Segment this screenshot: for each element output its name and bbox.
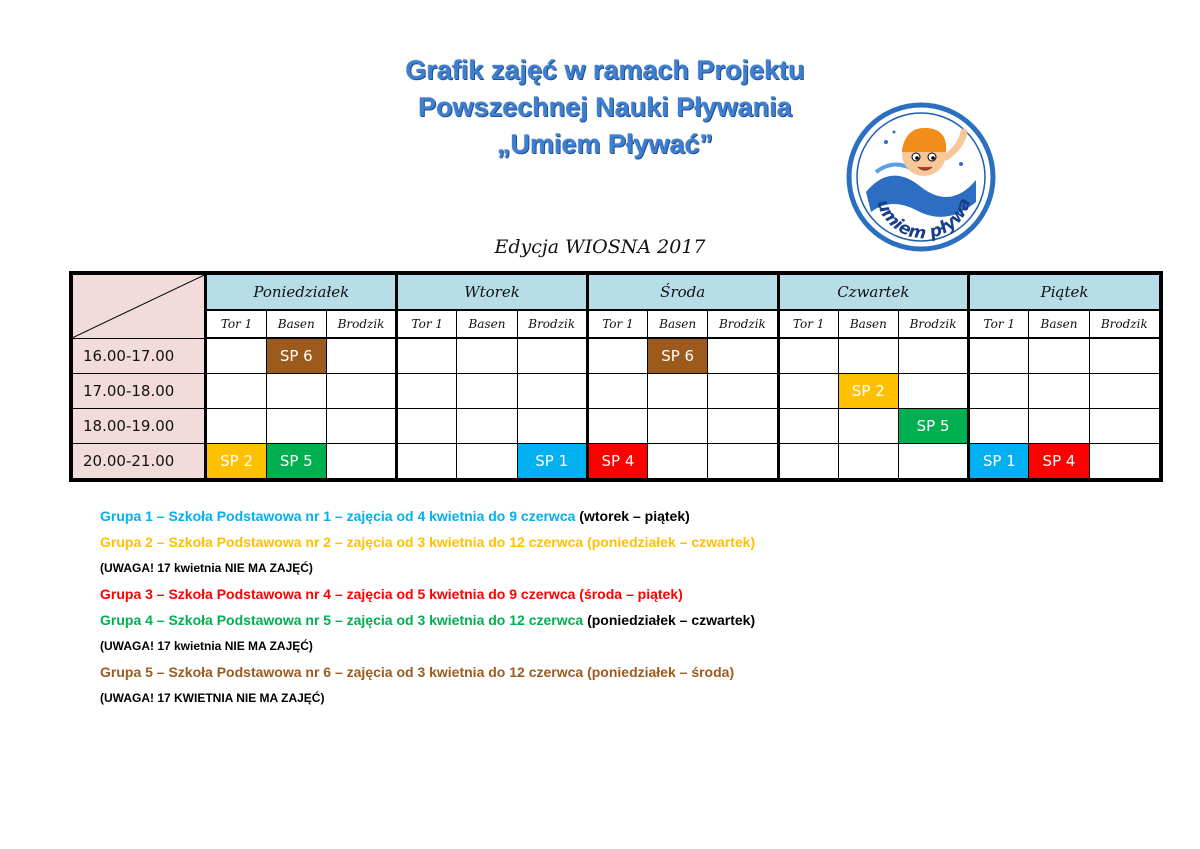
legend-text: (wtorek – piątek): [579, 508, 690, 524]
empty-cell: [778, 409, 838, 444]
empty-cell: [898, 374, 968, 409]
empty-cell: [1089, 338, 1159, 374]
empty-cell: [326, 409, 396, 444]
empty-cell: [1089, 444, 1159, 479]
table-row: [73, 374, 1160, 409]
empty-cell: [1089, 374, 1159, 409]
day-header: Środa: [587, 275, 778, 311]
legend-text: (UWAGA! 17 KWIETNIA NIE MA ZAJĘĆ): [100, 691, 325, 705]
group-cell: SP 2: [838, 374, 898, 409]
day-header: Czwartek: [778, 275, 969, 311]
empty-cell: [969, 338, 1029, 374]
time-slot: 17.00-18.00: [73, 374, 206, 409]
sub-column-header: Tor 1: [969, 310, 1029, 338]
legend-text: Grupa 5 – Szkoła Podstawowa nr 6 – zajęcia od 3 kwietnia do 12 czerwca (poniedziałek – środa): [100, 664, 735, 680]
sub-column-header: Brodzik: [517, 310, 587, 338]
empty-cell: [587, 409, 647, 444]
empty-cell: [1029, 409, 1089, 444]
legend-note: [100, 688, 1000, 714]
schedule-table: [69, 271, 1163, 482]
legend-text: (UWAGA! 17 kwietnia NIE MA ZAJĘĆ): [100, 561, 313, 575]
empty-cell: [517, 338, 587, 374]
empty-cell: [397, 338, 457, 374]
title-line-1: Grafik zajęć w ramach Projektu: [405, 55, 805, 85]
sub-column-header: Tor 1: [587, 310, 647, 338]
legend-text: Grupa 2 – Szkoła Podstawowa nr 2 – zajęcia od 3 kwietnia do 12 czerwca (poniedziałek – czwartek): [100, 534, 756, 550]
empty-cell: [397, 409, 457, 444]
group-cell: SP 1: [969, 444, 1029, 479]
edition-label: Edycja WIOSNA 2017: [494, 236, 706, 258]
empty-cell: [326, 444, 396, 479]
empty-cell: [708, 338, 778, 374]
sub-column-header: Tor 1: [778, 310, 838, 338]
sub-column-header: Basen: [838, 310, 898, 338]
day-header: Poniedziałek: [206, 275, 397, 311]
group-cell: SP 6: [266, 338, 326, 374]
title-line-2: Powszechnej Nauki Pływania: [418, 92, 792, 122]
empty-cell: [1089, 409, 1159, 444]
empty-cell: [648, 409, 708, 444]
sub-column-header: Basen: [266, 310, 326, 338]
empty-cell: [1029, 374, 1089, 409]
sub-column-header: Basen: [1029, 310, 1089, 338]
empty-cell: [898, 444, 968, 479]
empty-cell: [266, 374, 326, 409]
empty-cell: [778, 338, 838, 374]
legend-note: [100, 558, 1000, 584]
legend-entry: [100, 532, 1000, 558]
legend-entry: [100, 584, 1000, 610]
group-cell: SP 6: [648, 338, 708, 374]
empty-cell: [778, 374, 838, 409]
empty-cell: [778, 444, 838, 479]
table-row: [73, 338, 1160, 374]
empty-cell: [457, 374, 517, 409]
legend-entry: [100, 610, 1000, 636]
legend-entry: [100, 662, 1000, 688]
empty-cell: [587, 374, 647, 409]
legend-text: (UWAGA! 17 kwietnia NIE MA ZAJĘĆ): [100, 639, 313, 653]
empty-cell: [517, 374, 587, 409]
sub-column-header: Brodzik: [708, 310, 778, 338]
empty-cell: [397, 444, 457, 479]
empty-cell: [587, 338, 647, 374]
empty-cell: [457, 409, 517, 444]
group-cell: SP 4: [1029, 444, 1089, 479]
empty-cell: [206, 374, 266, 409]
legend: [100, 506, 1000, 714]
group-cell: SP 5: [898, 409, 968, 444]
legend-text: Grupa 1 – Szkoła Podstawowa nr 1 – zajęcia od 4 kwietnia do 9 czerwca: [100, 508, 580, 524]
group-cell: SP 1: [517, 444, 587, 479]
empty-cell: [898, 338, 968, 374]
group-cell: SP 2: [206, 444, 266, 479]
group-cell: SP 4: [587, 444, 647, 479]
swimmer-logo-icon: [846, 102, 996, 252]
empty-cell: [838, 444, 898, 479]
empty-cell: [838, 409, 898, 444]
sub-column-header: Brodzik: [898, 310, 968, 338]
time-slot: 20.00-21.00: [73, 444, 206, 479]
empty-cell: [1029, 338, 1089, 374]
sub-column-header: Basen: [457, 310, 517, 338]
sub-column-header: Brodzik: [326, 310, 396, 338]
empty-cell: [708, 374, 778, 409]
sub-column-header: Tor 1: [206, 310, 266, 338]
day-header: Wtorek: [397, 275, 588, 311]
time-slot: 16.00-17.00: [73, 338, 206, 374]
table-row: [73, 444, 1160, 479]
time-slot: 18.00-19.00: [73, 409, 206, 444]
sub-column-header: Brodzik: [1089, 310, 1159, 338]
legend-text: (poniedziałek – czwartek): [587, 612, 756, 628]
empty-cell: [326, 338, 396, 374]
page-title: [300, 52, 910, 163]
empty-cell: [266, 409, 326, 444]
empty-cell: [397, 374, 457, 409]
empty-cell: [457, 444, 517, 479]
corner-cell: [73, 275, 206, 339]
table-row: [73, 409, 1160, 444]
day-header: Piątek: [969, 275, 1160, 311]
empty-cell: [326, 374, 396, 409]
svg-text:umiem pływać: umiem pływa: [872, 195, 976, 244]
empty-cell: [708, 444, 778, 479]
sub-column-header: Tor 1: [397, 310, 457, 338]
empty-cell: [648, 374, 708, 409]
legend-entry: [100, 506, 1000, 532]
empty-cell: [457, 338, 517, 374]
legend-text: Grupa 3 – Szkoła Podstawowa nr 4 – zajęcia od 5 kwietnia do 9 czerwca (środa – piątek): [100, 586, 683, 602]
empty-cell: [648, 444, 708, 479]
sub-column-header: Basen: [648, 310, 708, 338]
legend-note: [100, 636, 1000, 662]
group-cell: SP 5: [266, 444, 326, 479]
empty-cell: [206, 338, 266, 374]
empty-cell: [517, 409, 587, 444]
empty-cell: [838, 338, 898, 374]
empty-cell: [708, 409, 778, 444]
empty-cell: [969, 409, 1029, 444]
legend-text: Grupa 4 – Szkoła Podstawowa nr 5 – zajęcia od 3 kwietnia do 12 czerwca: [100, 612, 588, 628]
empty-cell: [206, 409, 266, 444]
diagonal-line: [73, 275, 204, 338]
empty-cell: [969, 374, 1029, 409]
title-line-3: „Umiem Pływać”: [496, 129, 714, 159]
